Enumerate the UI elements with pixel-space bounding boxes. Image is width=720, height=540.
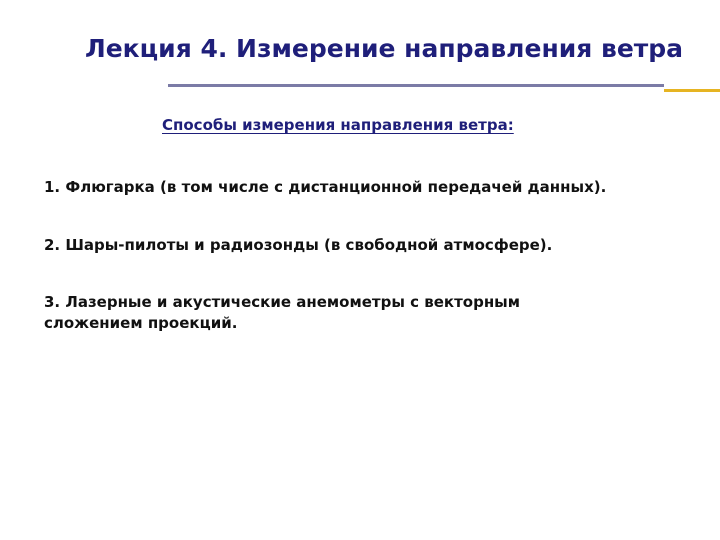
list-item: 1. Флюгарка (в том числе с дистанционной передачей данных). — [44, 178, 607, 196]
title-accent-rule — [664, 89, 720, 92]
list-item-line: 3. Лазерные и акустические анемометры с векторным — [44, 293, 521, 311]
list-item-line: сложением проекций. — [44, 314, 238, 332]
slide-subtitle: Способы измерения направления ветра: — [162, 116, 514, 134]
slide-title: Лекция 4. Измерение направления ветра — [84, 34, 684, 63]
list-item — [44, 292, 684, 334]
list-item: 2. Шары-пилоты и радиозонды (в свободной атмосфере). — [44, 236, 553, 254]
title-underline-rule — [168, 84, 664, 87]
